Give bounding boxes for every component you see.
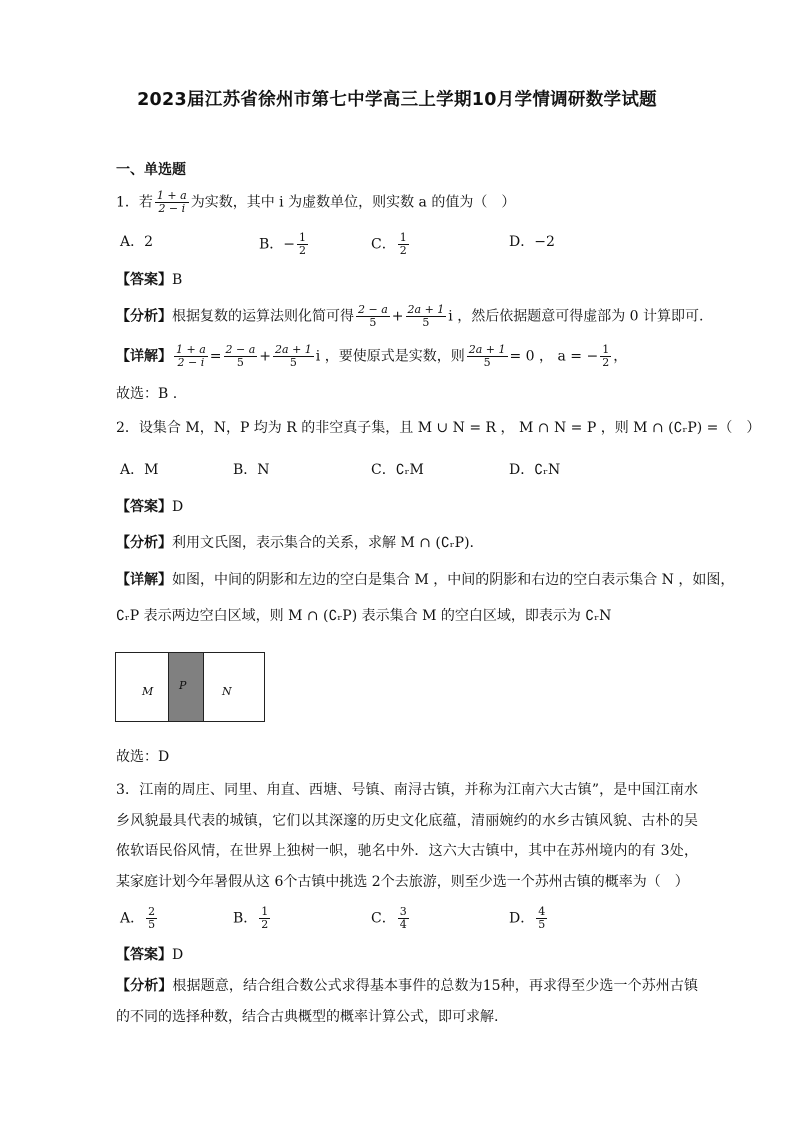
q3-stem: 3．江南的周庄、同里、甪直、西塘、号镇、南浔古镇，并称为江南六大古镇”，是中国江南水乡风貌最具代表的城镇，它们以其深邃的历史文化底蕴，清丽婉约的水乡古镇风貌、古朴的吴侬软语民俗风情，在世界上独树一帜，驰名中外．这六大古镇中，其中在苏州境内的有 3处，某家庭计划今年暑假从这 6个古镇中挑选 2个去旅游，则至少选一个苏州古镇的概率为（ ） xyxy=(116,782,698,890)
q1-option-d: D．−2 xyxy=(509,234,555,250)
q2-stem: 2．设集合 M，N，P 均为 R 的非空真子集，且 M ∪ N = R ， M ∩ N = P ，则 M ∩ (∁ᵣP) =（ ） xyxy=(116,420,761,436)
q1-analysis: 【分析】根据复数的运算法则化简可得 $\frac{2 - a}{5}$ + $\frac{2a + 1}{5}$ i ，然后依据题意可得虚部为 0 计算即可. xyxy=(116,303,704,329)
q2-option-b: B．N xyxy=(233,462,270,478)
q1-stem xyxy=(116,190,515,215)
q1-option-a: A．2 xyxy=(120,234,154,250)
q3-option-b: B． $\frac{1}{2}$ xyxy=(233,905,269,931)
q2-choose: 故选：D xyxy=(116,749,170,765)
venn-diagram xyxy=(115,652,265,722)
q1-detail: 【详解】 $\frac{1 + a}{2 - i}$ = $\frac{2 - a}{5}$ + $\frac{2a + 1}{5}$ i ，要使原式是实数，则 $\frac{2a + 1}{5}$ = 0 ， a = − $\frac{1}{2}$ ， xyxy=(116,343,628,369)
q2-detail-line2: ∁ᵣP 表示两边空白区域，则 M ∩ (∁ᵣP) 表示集合 M 的空白区域，即表示为 ∁ᵣN xyxy=(116,608,612,624)
q2-detail-line1: 【详解】如图，中间的阴影和左边的空白是集合 M ，中间的阴影和右边的空白表示集合 N ，如图， xyxy=(116,572,735,588)
q1-answer: 【答案】B xyxy=(116,272,183,288)
q2-analysis: 【分析】利用文氏图，表示集合的关系，求解 M ∩ (∁ᵣP). xyxy=(116,535,474,551)
q2-option-c: C．∁ᵣM xyxy=(371,462,424,478)
q2-answer: 【答案】D xyxy=(116,499,184,515)
q3-option-a: A． $\frac{2}{5}$ xyxy=(120,905,156,931)
venn-label-m: M xyxy=(142,685,154,698)
q1-stem-post: 为实数，其中 i 为虚数单位，则实数 a 的值为（ ） xyxy=(190,194,516,211)
venn-label-p: P xyxy=(179,679,187,692)
q3-answer: 【答案】D xyxy=(116,947,184,963)
document-title: 2023届江苏省徐州市第七中学高三上学期10月学情调研数学试题 xyxy=(137,90,657,110)
q3-option-c: C． $\frac{3}{4}$ xyxy=(371,905,407,931)
q3-analysis: 【分析】根据题意，结合组合数公式求得基本事件的总数为15种，再求得至少选一个苏州古镇的不同的选择种数，结合古典概型的概率计算公式，即可求解. xyxy=(116,978,699,1025)
venn-label-n: N xyxy=(222,685,232,698)
q1-choose: 故选：B . xyxy=(116,386,178,402)
q1-option-b: B．− $\frac{1}{2}$ xyxy=(259,231,307,257)
q1-option-c: C． $\frac{1}{2}$ xyxy=(371,231,407,257)
q3-option-d: D． $\frac{4}{5}$ xyxy=(509,905,546,931)
q1-stem-pre: 1．若 xyxy=(116,194,153,211)
section-heading: 一、单选题 xyxy=(116,162,186,178)
q2-option-d: D．∁ᵣN xyxy=(509,462,561,478)
q1-stem-fraction: $\frac{1 + a}{2 - i}$ xyxy=(156,189,187,215)
q2-option-a: A．M xyxy=(120,462,159,478)
